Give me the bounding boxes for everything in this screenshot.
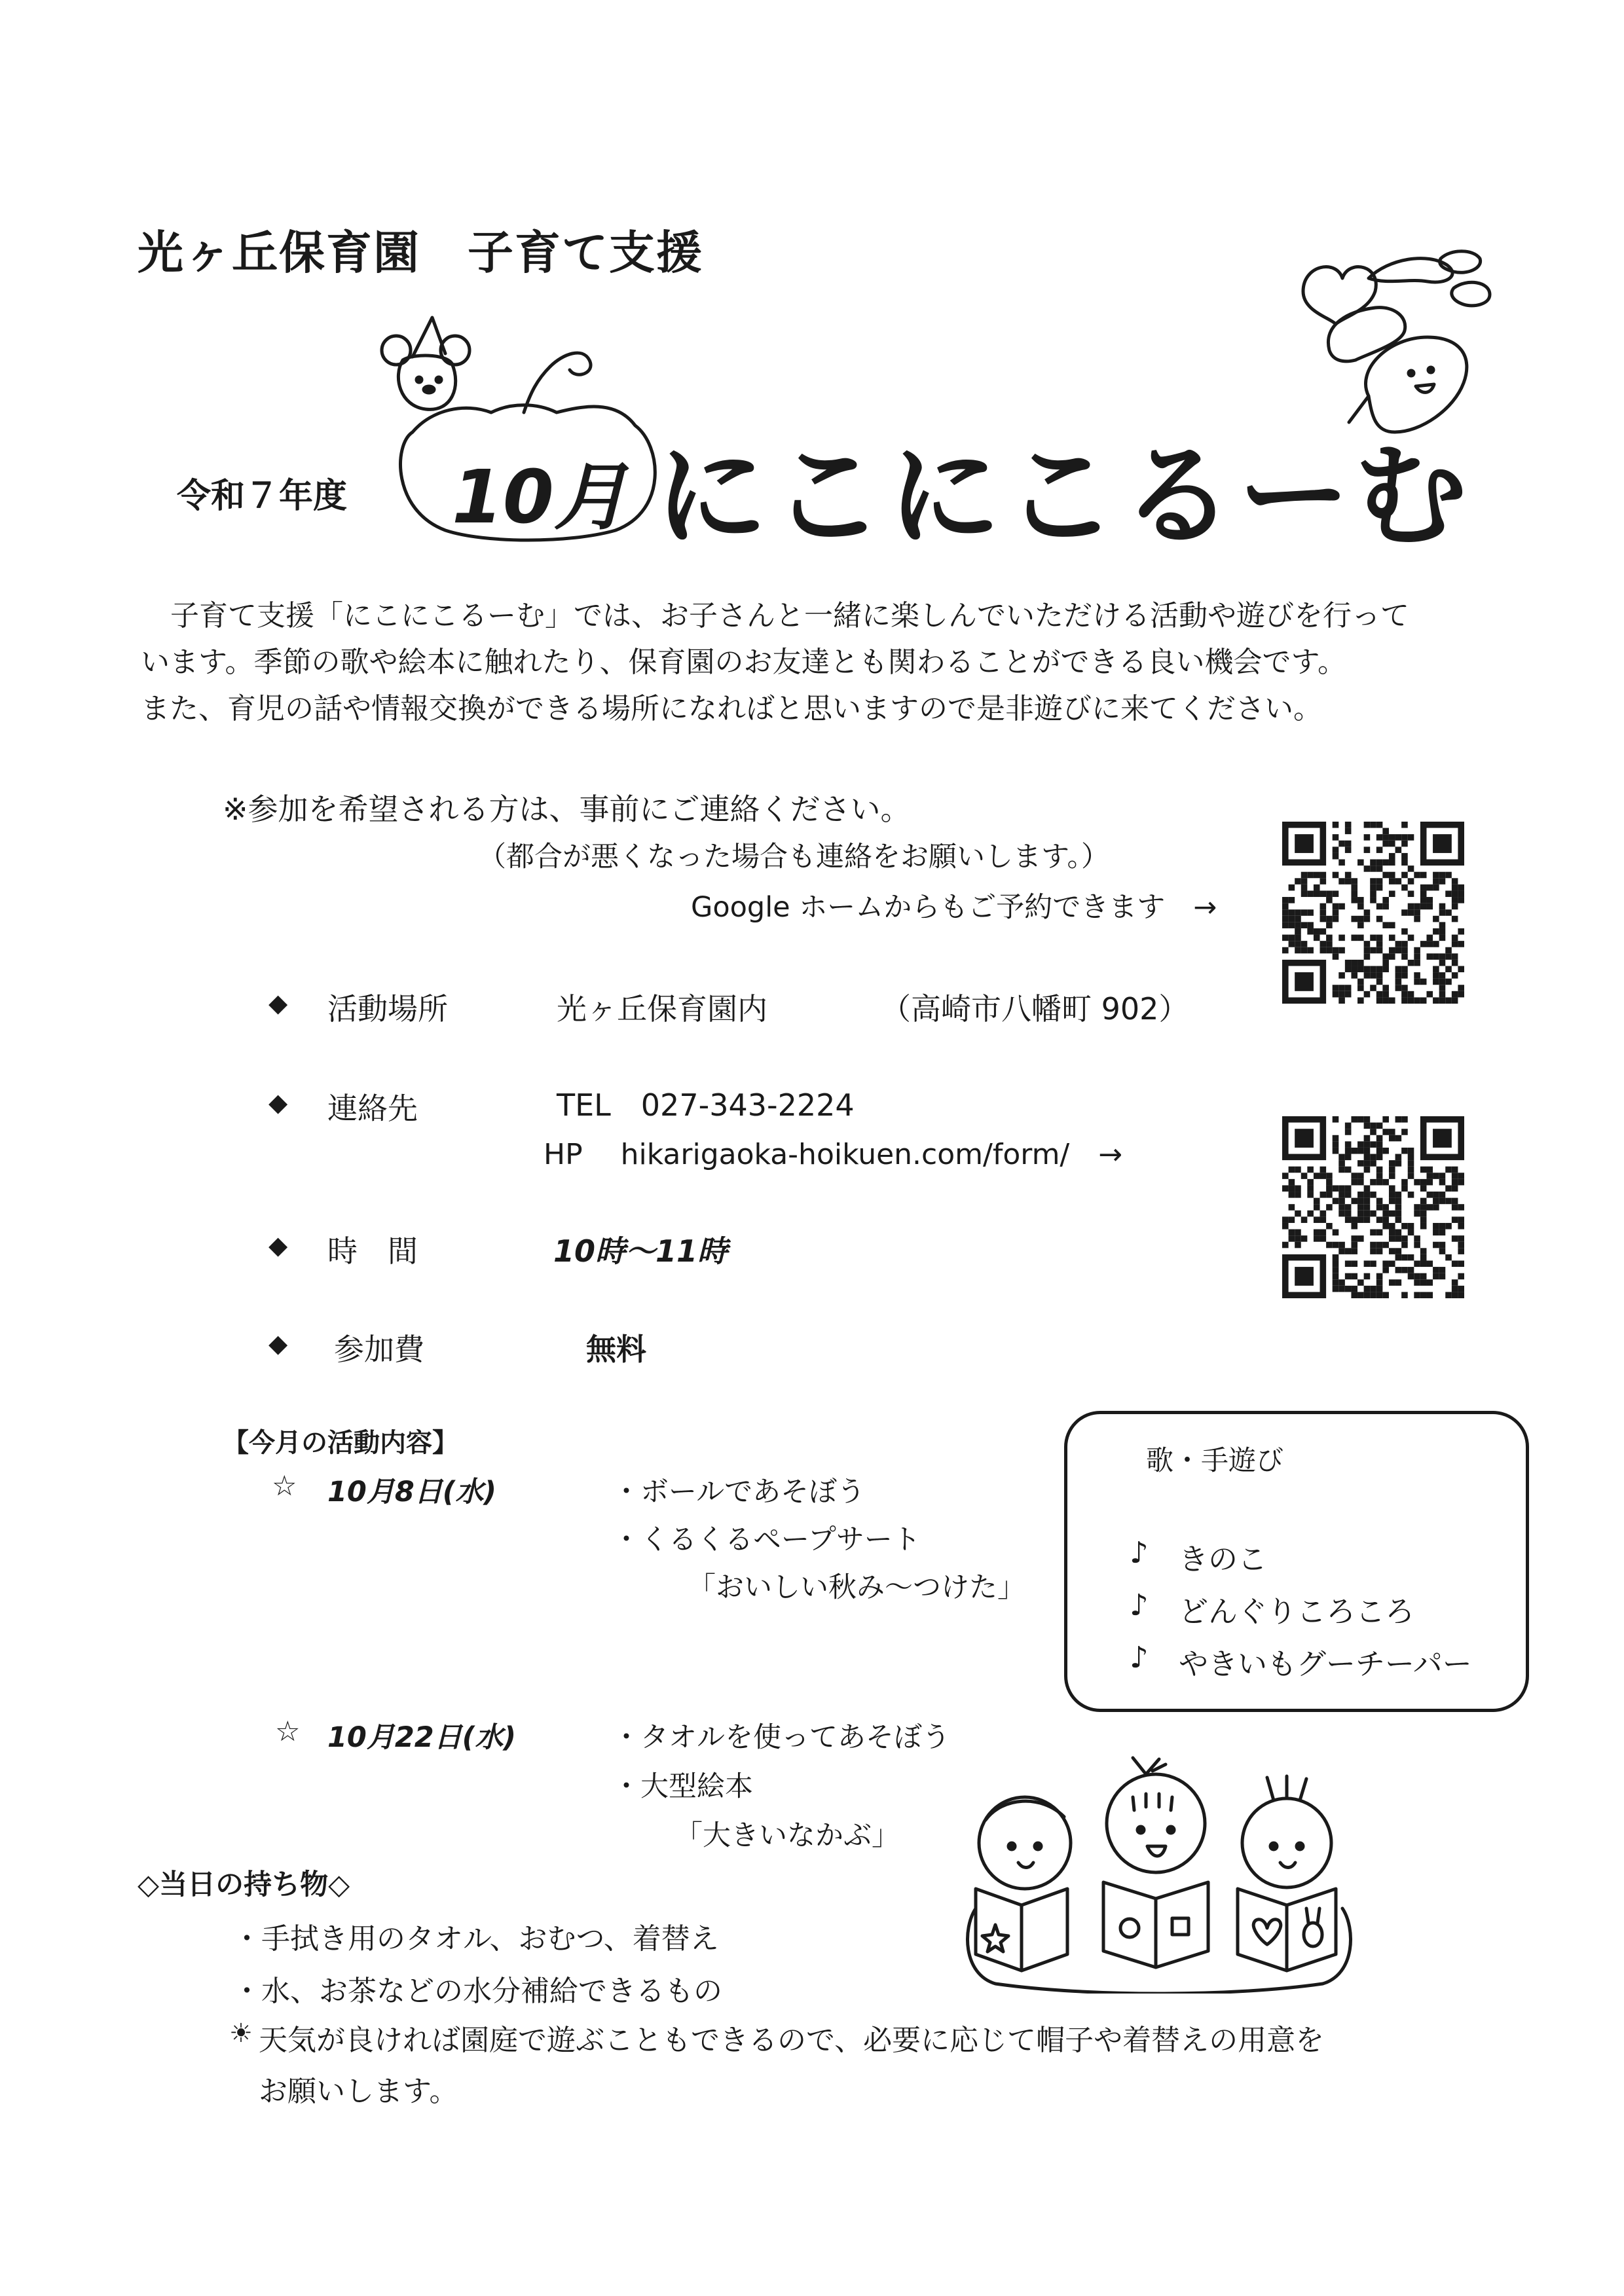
activity-line: ・くるくるペープサート <box>612 1523 921 1556</box>
google-form-qr-code[interactable] <box>1282 822 1464 1004</box>
song-item: どんぐりころころ <box>1179 1594 1415 1629</box>
activity-line: 「大きいなかぶ」 <box>674 1819 900 1852</box>
intro-paragraph <box>141 592 1409 732</box>
diamond-bullet-icon: ◆ <box>268 1088 288 1117</box>
fee-value: 無料 <box>586 1332 646 1367</box>
time-value: 10時～11時 <box>553 1233 728 1269</box>
activity-line: ・ボールであそぼう <box>612 1476 866 1508</box>
music-note-icon: ♪ <box>1130 1588 1149 1622</box>
song-item: やきいもグーチーパー <box>1179 1647 1472 1681</box>
diamond-bullet-icon: ◆ <box>268 989 288 1017</box>
belonging-item: ・水、お茶などの水分補給できるもの <box>232 1975 722 2008</box>
google-form-note: Google ホームからもご予約できます → <box>691 891 1217 924</box>
weather-note-line: 天気が良ければ園庭で遊ぶこともできるので、必要に応じて帽子や着替えの用意を <box>259 2024 1325 2057</box>
sun-icon: ☀ <box>229 2018 253 2049</box>
intro-line: 子育て支援「にこにこるーむ」では、お子さんと一緒に楽しんでいただける活動や遊びを行って <box>170 599 1409 632</box>
diamond-bullet-icon: ◆ <box>268 1231 288 1260</box>
time-label: 時 間 <box>327 1233 418 1269</box>
contact-tel: TEL 027-343-2224 <box>557 1087 855 1123</box>
place-label: 活動場所 <box>327 991 448 1027</box>
event-title: にこにこるーむ <box>655 430 1471 562</box>
place-address: （高崎市八幡町 902） <box>881 991 1189 1027</box>
organization-title: 光ヶ丘保育園 子育て支援 <box>138 226 703 280</box>
website-qr-code[interactable] <box>1282 1116 1464 1298</box>
qr-code-icon <box>1282 822 1464 1004</box>
contact-label: 連絡先 <box>327 1091 418 1126</box>
qr-code-icon <box>1282 1116 1464 1298</box>
contact-hp-link[interactable]: HP hikarigaoka-hoikuen.com/form/ → <box>544 1138 1123 1171</box>
fiscal-year-label: 令和７年度 <box>177 477 348 516</box>
activities-heading: 【今月の活動内容】 <box>223 1428 458 1458</box>
reservation-notice: ※参加を希望される方は、事前にご連絡ください。 <box>223 792 911 827</box>
place-value: 光ヶ丘保育園内 <box>557 991 767 1027</box>
diamond-bullet-icon: ◆ <box>268 1329 288 1358</box>
activity-line: ・大型絵本 <box>612 1770 753 1803</box>
belonging-item: ・手拭き用のタオル、おむつ、着替え <box>232 1922 719 1956</box>
star-icon: ☆ <box>275 1715 301 1748</box>
intro-line: います。季節の歌や絵本に触れたり、保育園のお友達とも関わることができる良い機会です。 <box>141 646 1346 679</box>
belongings-heading: ◇当日の持ち物◇ <box>138 1868 350 1901</box>
songs-title: 歌・手遊び <box>1146 1444 1284 1476</box>
activity-line: 「おいしい秋み～つけた」 <box>688 1571 1025 1604</box>
activity-line: ・タオルを使ってあそぼう <box>612 1721 950 1754</box>
star-icon: ☆ <box>272 1470 297 1503</box>
song-item: きのこ <box>1179 1542 1268 1576</box>
activity-date: 10月22日(水) <box>327 1721 516 1754</box>
activity-date: 10月8日(水) <box>327 1476 497 1508</box>
fee-label: 参加費 <box>334 1332 424 1367</box>
weather-note-line: お願いします。 <box>259 2075 458 2108</box>
music-note-icon: ♪ <box>1130 1535 1149 1570</box>
cancellation-note: （都合が悪くなった場合も連絡をお願いします。） <box>478 841 1110 873</box>
music-note-icon: ♪ <box>1130 1640 1149 1675</box>
intro-line: また、育児の話や情報交換ができる場所になればと思いますので是非遊びに来てください。 <box>141 692 1322 725</box>
children-reading-illustration <box>956 1738 1362 1994</box>
month-label: 10月 <box>452 455 627 540</box>
